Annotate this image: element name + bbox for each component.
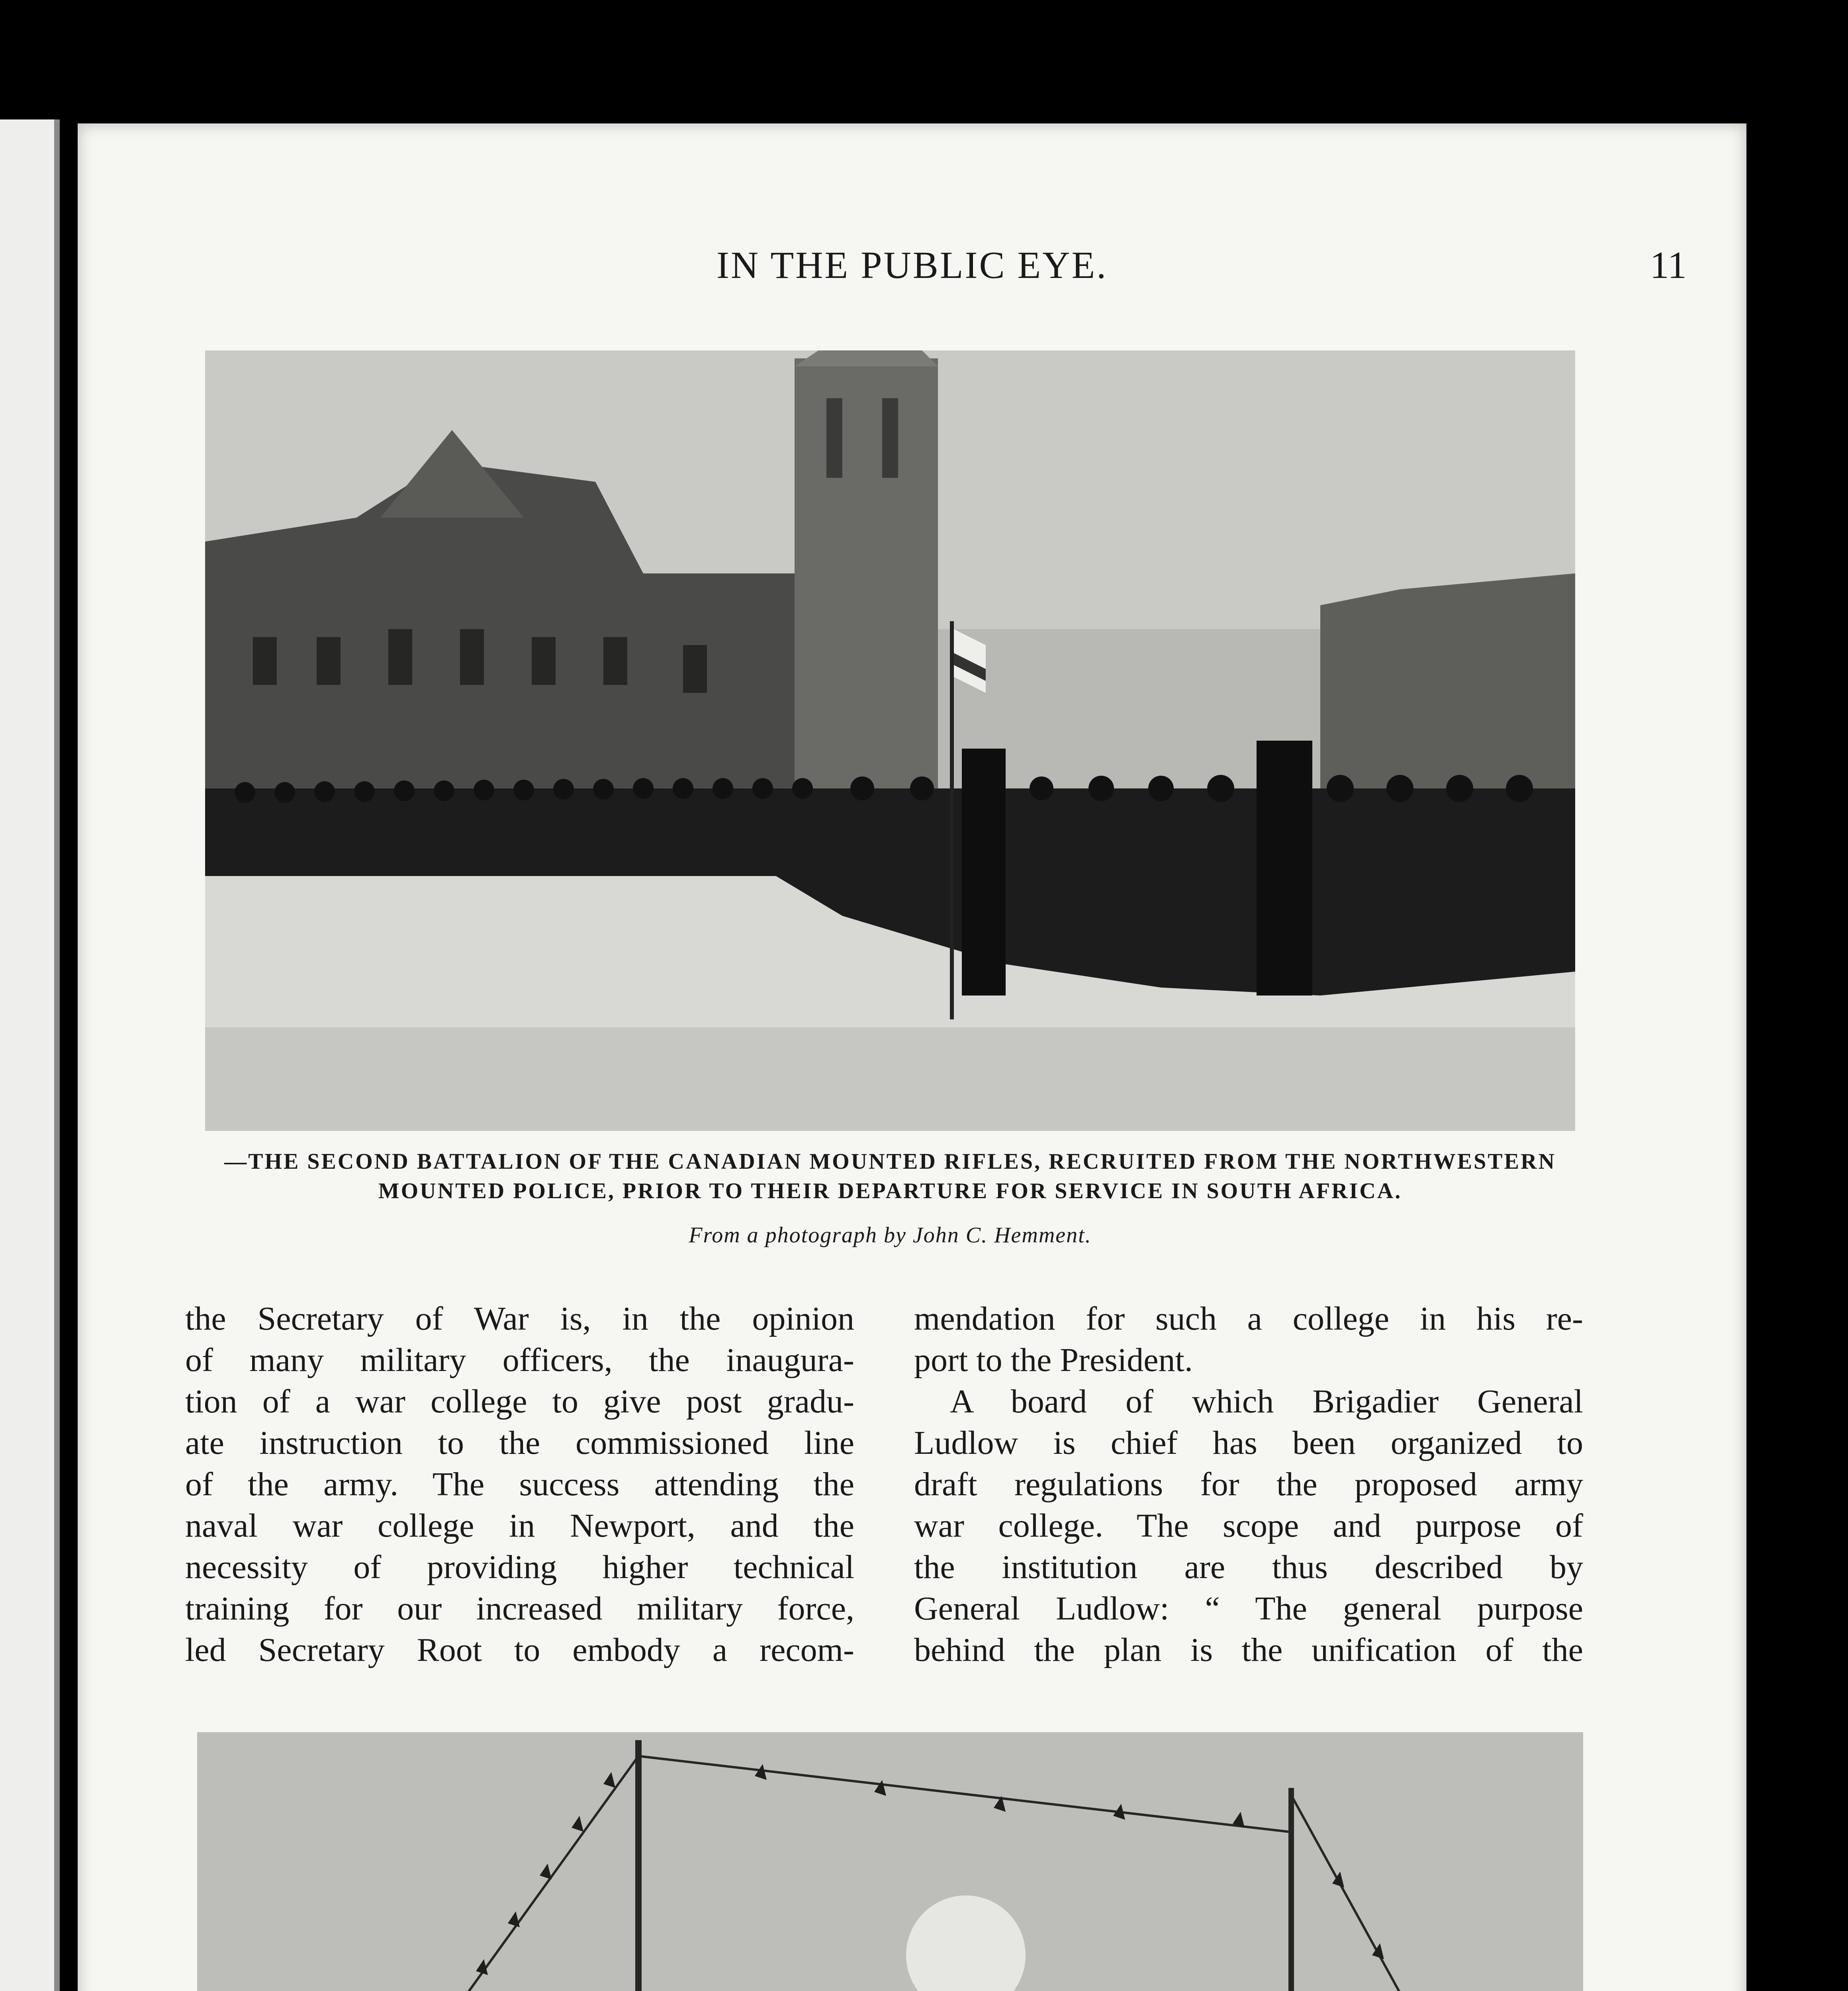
body-line: of many military officers, the inaugura-	[185, 1342, 854, 1379]
page-number: 11	[1650, 244, 1687, 286]
body-column-left	[185, 1298, 854, 1671]
body-line: General Ludlow: “ The general purpose	[914, 1590, 1583, 1627]
photo-prairie-rangers-embarking	[197, 1732, 1583, 1991]
body-line: Ludlow is chief has been organized to	[914, 1424, 1583, 1461]
body-line: mendation for such a college in his re-	[914, 1300, 1583, 1337]
previous-page-edge	[0, 119, 60, 1991]
magazine-page	[78, 123, 1746, 1991]
body-line: tion of a war college to give post gradu-	[185, 1383, 854, 1420]
photo-mounted-rifles-battalion	[205, 350, 1575, 1131]
photo-battalion-image	[205, 350, 1575, 1131]
figure1-credit: From a photograph by John C. Hemment.	[689, 1223, 1092, 1248]
body-column-right	[914, 1298, 1583, 1671]
body-line: war college. The scope and purpose of	[914, 1507, 1583, 1544]
page-fold	[54, 119, 60, 1991]
figure1-caption: —THE SECOND BATTALION OF THE CANADIAN MOUNTED RIFLES, RECRUITED FROM THE NORTHWESTERN MOUNTED POLICE, PRIOR TO THEIR DEPARTURE FOR SERVICE IN SOUTH AFRICA.	[224, 1149, 1556, 1203]
body-line: the Secretary of War is, in the opinion	[185, 1300, 854, 1337]
body-line: A board of which Brigadier General	[950, 1383, 1583, 1420]
body-line: port to the President.	[914, 1342, 1193, 1379]
body-line: training for our increased military force,	[185, 1590, 854, 1627]
body-line: naval war college in Newport, and the	[185, 1507, 854, 1544]
body-line: of the army. The success attending the	[185, 1466, 854, 1503]
body-line: ate instruction to the commissioned line	[185, 1424, 854, 1461]
photo-ship-image	[197, 1732, 1583, 1991]
body-line: led Secretary Root to embody a recom-	[185, 1631, 854, 1668]
body-line: draft regulations for the proposed army	[914, 1466, 1583, 1503]
body-line: behind the plan is the unification of the	[914, 1631, 1583, 1668]
running-title: IN THE PUBLIC EYE.	[716, 244, 1108, 286]
body-line: necessity of providing higher technical	[185, 1549, 854, 1586]
body-line: the institution are thus described by	[914, 1549, 1583, 1586]
